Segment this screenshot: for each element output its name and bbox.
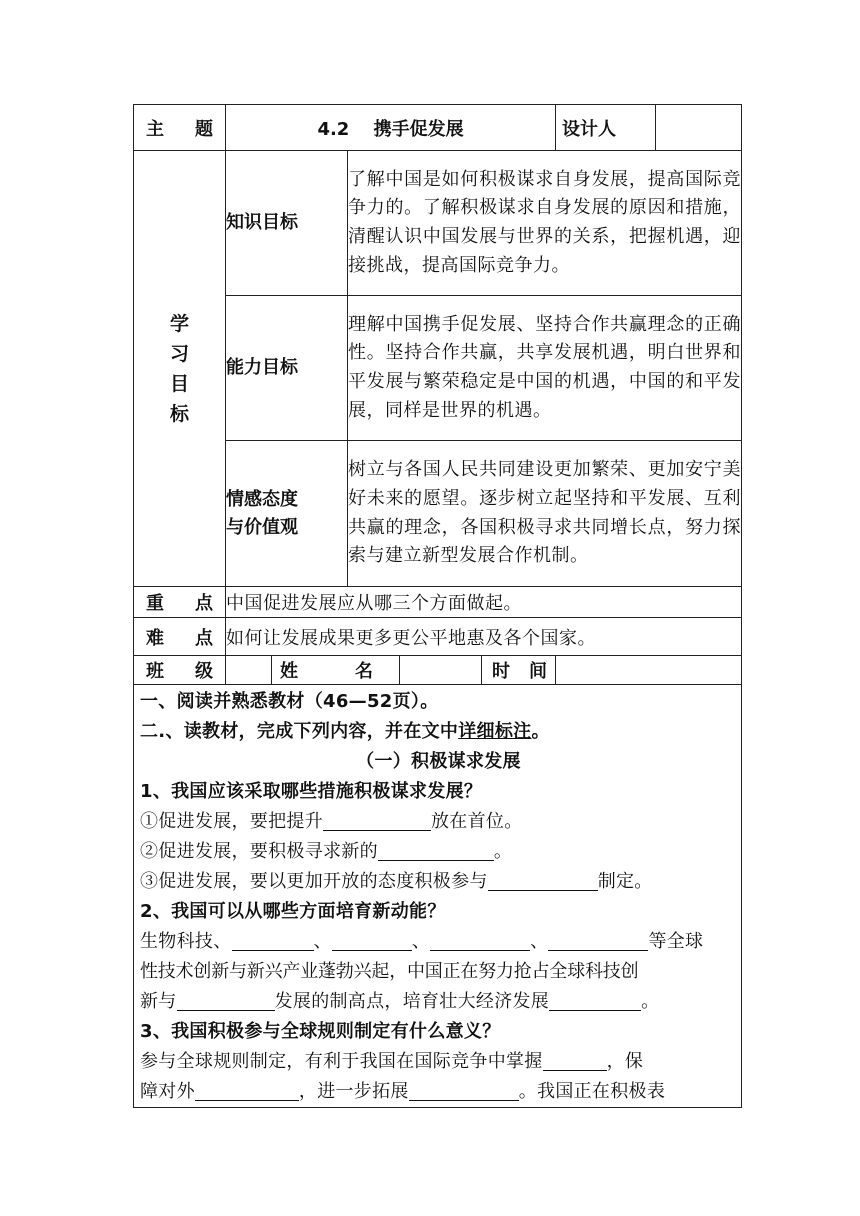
q1-item-b: ②促进发展，要积极寻求新的 。 (140, 841, 513, 862)
step-1: 一、阅读并熟悉教材（46—52页）。 (140, 691, 439, 712)
blank-field[interactable] (409, 1080, 519, 1101)
q3-line-2: 障对外 ，进一步拓展 。我国正在积极表 (140, 1081, 666, 1102)
blank-field[interactable] (543, 1050, 607, 1071)
q2-line-1: 生物科技、 、 、 、 等全球 (140, 931, 704, 952)
blank-field[interactable] (549, 990, 641, 1011)
blank-field[interactable] (195, 1080, 299, 1101)
section-title: （一）积极谋求发展 (356, 751, 521, 772)
emotion-goal-label: 情感态度 与价值观 (226, 441, 348, 587)
blank-field[interactable] (430, 930, 530, 951)
lesson-plan-table (133, 104, 742, 1108)
q2-line-3: 新与 发展的制高点，培育壮大经济发展 。 (140, 991, 660, 1012)
time-value[interactable] (556, 656, 742, 685)
topic-label-cell: 主 题 (134, 105, 226, 151)
blank-field[interactable] (323, 810, 431, 831)
difficulty-label: 难 点 (134, 618, 226, 656)
q1-item-a: ①促进发展，要把提升 放在首位。 (140, 811, 523, 832)
ability-goal-text: 理解中国携手促发展、坚持合作共赢理念的正确性。坚持合作共赢，共享发展机遇，明白世界和平发展与繁荣稳定是中国的机遇，中国的和平发展，同样是世界的机遇。 (348, 296, 742, 441)
name-value[interactable] (400, 656, 482, 685)
key-point-text: 中国促进发展应从哪三个方面做起。 (226, 587, 742, 618)
class-value[interactable] (226, 656, 272, 685)
difficulty-text: 如何让发展成果更多更公平地惠及各个国家。 (226, 618, 742, 656)
question-3: 3、我国积极参与全球规则制定有什么意义？ (140, 1021, 501, 1042)
designer-label: 设计人 (556, 105, 656, 151)
designer-value[interactable] (656, 105, 742, 151)
time-label: 时 间 (482, 656, 556, 685)
class-label: 班 级 (134, 656, 226, 685)
q1-item-c: ③促进发展，要以更加开放的态度积极参与 制定。 (140, 871, 653, 892)
blank-field[interactable] (548, 930, 648, 951)
name-label: 姓 名 (272, 656, 400, 685)
emotion-goal-text: 树立与各国人民共同建设更加繁荣、更加安宁美好未来的愿望。逐步树立起坚持和平发展、互利共赢的理念，各国积极寻求共同增长点，努力探索与建立新型发展合作机制。 (348, 441, 742, 587)
question-1: 1、我国应该采取哪些措施积极谋求发展？ (140, 781, 483, 802)
knowledge-goal-text: 了解中国是如何积极谋求自身发展，提高国际竞争力的。了解积极谋求自身发展的原因和措施，清醒认识中国发展与世界的关系，把握机遇，迎接挑战，提高国际竞争力。 (348, 151, 742, 296)
ability-goal-label: 能力目标 (226, 296, 348, 441)
lesson-title: 4.2 携手促发展 (226, 105, 556, 151)
blank-field[interactable] (177, 990, 275, 1011)
blank-field[interactable] (232, 930, 314, 951)
learning-goals-label: 学 习 目 标 (134, 151, 226, 587)
blank-field[interactable] (378, 840, 494, 861)
knowledge-goal-label: 知识目标 (226, 151, 348, 296)
q2-line-2: 性技术创新与新兴产业蓬勃兴起，中国正在努力抢占全球科技创 (140, 961, 639, 982)
blank-field[interactable] (488, 870, 598, 891)
study-content (134, 685, 742, 1108)
step-2: 二.、读教材，完成下列内容，并在文中详细标注。 (140, 721, 550, 742)
question-2: 2、我国可以从哪些方面培育新动能？ (140, 901, 446, 922)
key-point-label: 重 点 (134, 587, 226, 618)
q3-line-1: 参与全球规则制定，有利于我国在国际竞争中掌握 ，保 (140, 1051, 644, 1072)
blank-field[interactable] (332, 930, 412, 951)
